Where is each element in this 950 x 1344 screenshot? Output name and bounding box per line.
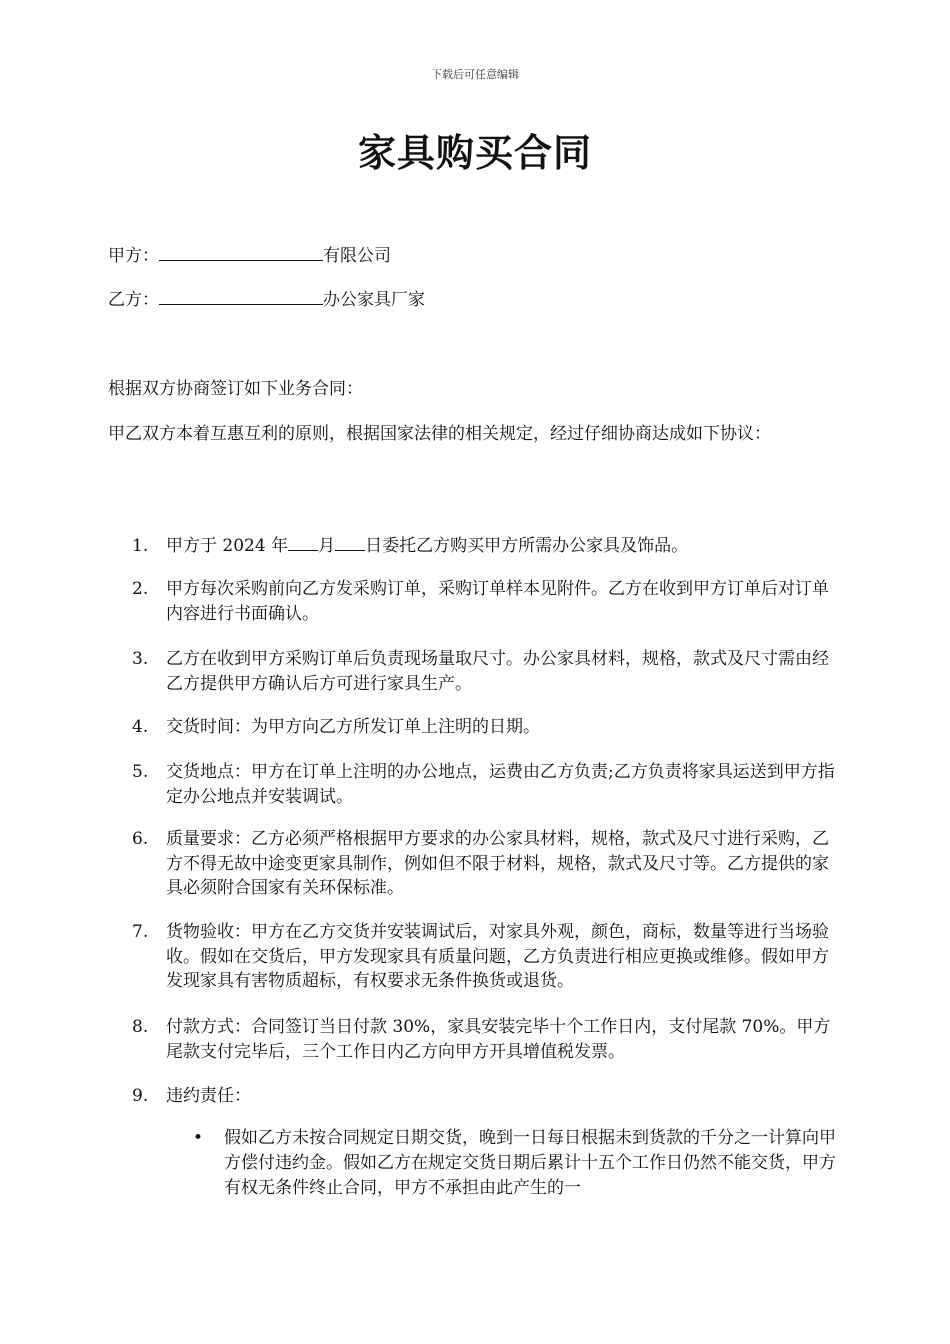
day-blank — [335, 534, 365, 551]
clause-text: 交货时间：为甲方向乙方所发订单上注明的日期。 — [166, 717, 540, 737]
clause-text-post: 日委托乙方购买甲方所需办公家具及饰品。 — [365, 536, 689, 556]
month-blank — [288, 534, 318, 551]
party-b-suffix: 办公家具厂家 — [323, 290, 425, 310]
clause-number: 7. — [132, 922, 149, 942]
clause-text-mid: 月 — [318, 536, 336, 556]
clause-text-pre: 甲方于 2024 年 — [166, 536, 289, 556]
party-b-label: 乙方： — [108, 290, 159, 310]
clause-item — [0, 577, 836, 626]
clause-item — [0, 1015, 836, 1064]
clause-text: 甲方每次采购前向乙方发采购订单，采购订单样本见附件。乙方在收到甲方订单后对订单内容进行书面确认。 — [166, 579, 829, 624]
clause-item — [0, 760, 836, 809]
bullet-paragraph: 假如乙方未按合同规定日期交货，晚到一日每日根据未到货款的千分之一计算向甲方偿付违约金。假如乙方在规定交货日期后累计十五个工作日仍然不能交货，甲方有权无条件终止合同，甲方不承担由此产生的一 — [224, 1128, 836, 1198]
clause-text: 货物验收：甲方在乙方交货并安装调试后，对家具外观，颜色，商标，数量等进行当场验收。假如在交货后，甲方发现家具有质量问题，乙方负责进行相应更换或维修。假如甲方发现家具有害物质超标，有权要求无条件换货或退货。 — [166, 922, 829, 991]
clause-number: 8. — [132, 1017, 149, 1037]
clause-number: 4. — [132, 717, 149, 737]
clause-number: 2. — [132, 579, 149, 599]
clause-item — [0, 715, 836, 740]
clause-number: 9. — [132, 1086, 149, 1106]
party-a-line — [108, 244, 391, 268]
bullet-icon: • — [193, 1128, 204, 1148]
clause-number: 1. — [132, 536, 149, 556]
clause-item — [0, 827, 836, 901]
clause-text: 质量要求：乙方必须严格根据甲方要求的办公家具材料，规格，款式及尺寸进行采购，乙方不得无故中途变更家具制作，例如但不限于材料，规格，款式及尺寸等。乙方提供的家具必须附合国家有关环保标准。 — [166, 829, 829, 898]
party-b-blank — [159, 288, 323, 305]
header-note: 下载后可任意编辑 — [431, 68, 519, 81]
clause-number: 6. — [132, 829, 149, 849]
party-a-label: 甲方： — [108, 246, 159, 266]
intro-paragraph-2: 甲乙双方本着互惠互利的原则，根据国家法律的相关规定，经过仔细协商达成如下协议： — [108, 424, 771, 444]
party-a-suffix: 有限公司 — [323, 246, 391, 266]
party-a-blank — [159, 244, 323, 261]
clause-item — [0, 920, 836, 994]
clause-text: 乙方在收到甲方采购订单后负责现场量取尺寸。办公家具材料，规格，款式及尺寸需由经乙方提供甲方确认后方可进行家具生产。 — [166, 649, 829, 694]
clause-number: 3. — [132, 649, 149, 669]
document-title: 家具购买合同 — [357, 130, 592, 175]
clause-item — [0, 1084, 836, 1109]
clause-text: 交货地点：甲方在订单上注明的办公地点，运费由乙方负责;乙方负责将家具运送到甲方指定办公地点并安装调试。 — [166, 762, 835, 807]
clause-number: 5. — [132, 762, 149, 782]
clause-text: 违约责任： — [166, 1086, 251, 1106]
clause-text: 付款方式：合同签订当日付款 30%，家具安装完毕十个工作日内，支付尾款 70%。甲方尾款支付完毕后，三个工作日内乙方向甲方开具增值税发票。 — [166, 1017, 831, 1062]
intro-paragraph-1: 根据双方协商签订如下业务合同： — [108, 379, 363, 399]
clause-item — [0, 647, 836, 696]
clause-item — [0, 534, 836, 559]
party-b-line — [108, 288, 425, 312]
